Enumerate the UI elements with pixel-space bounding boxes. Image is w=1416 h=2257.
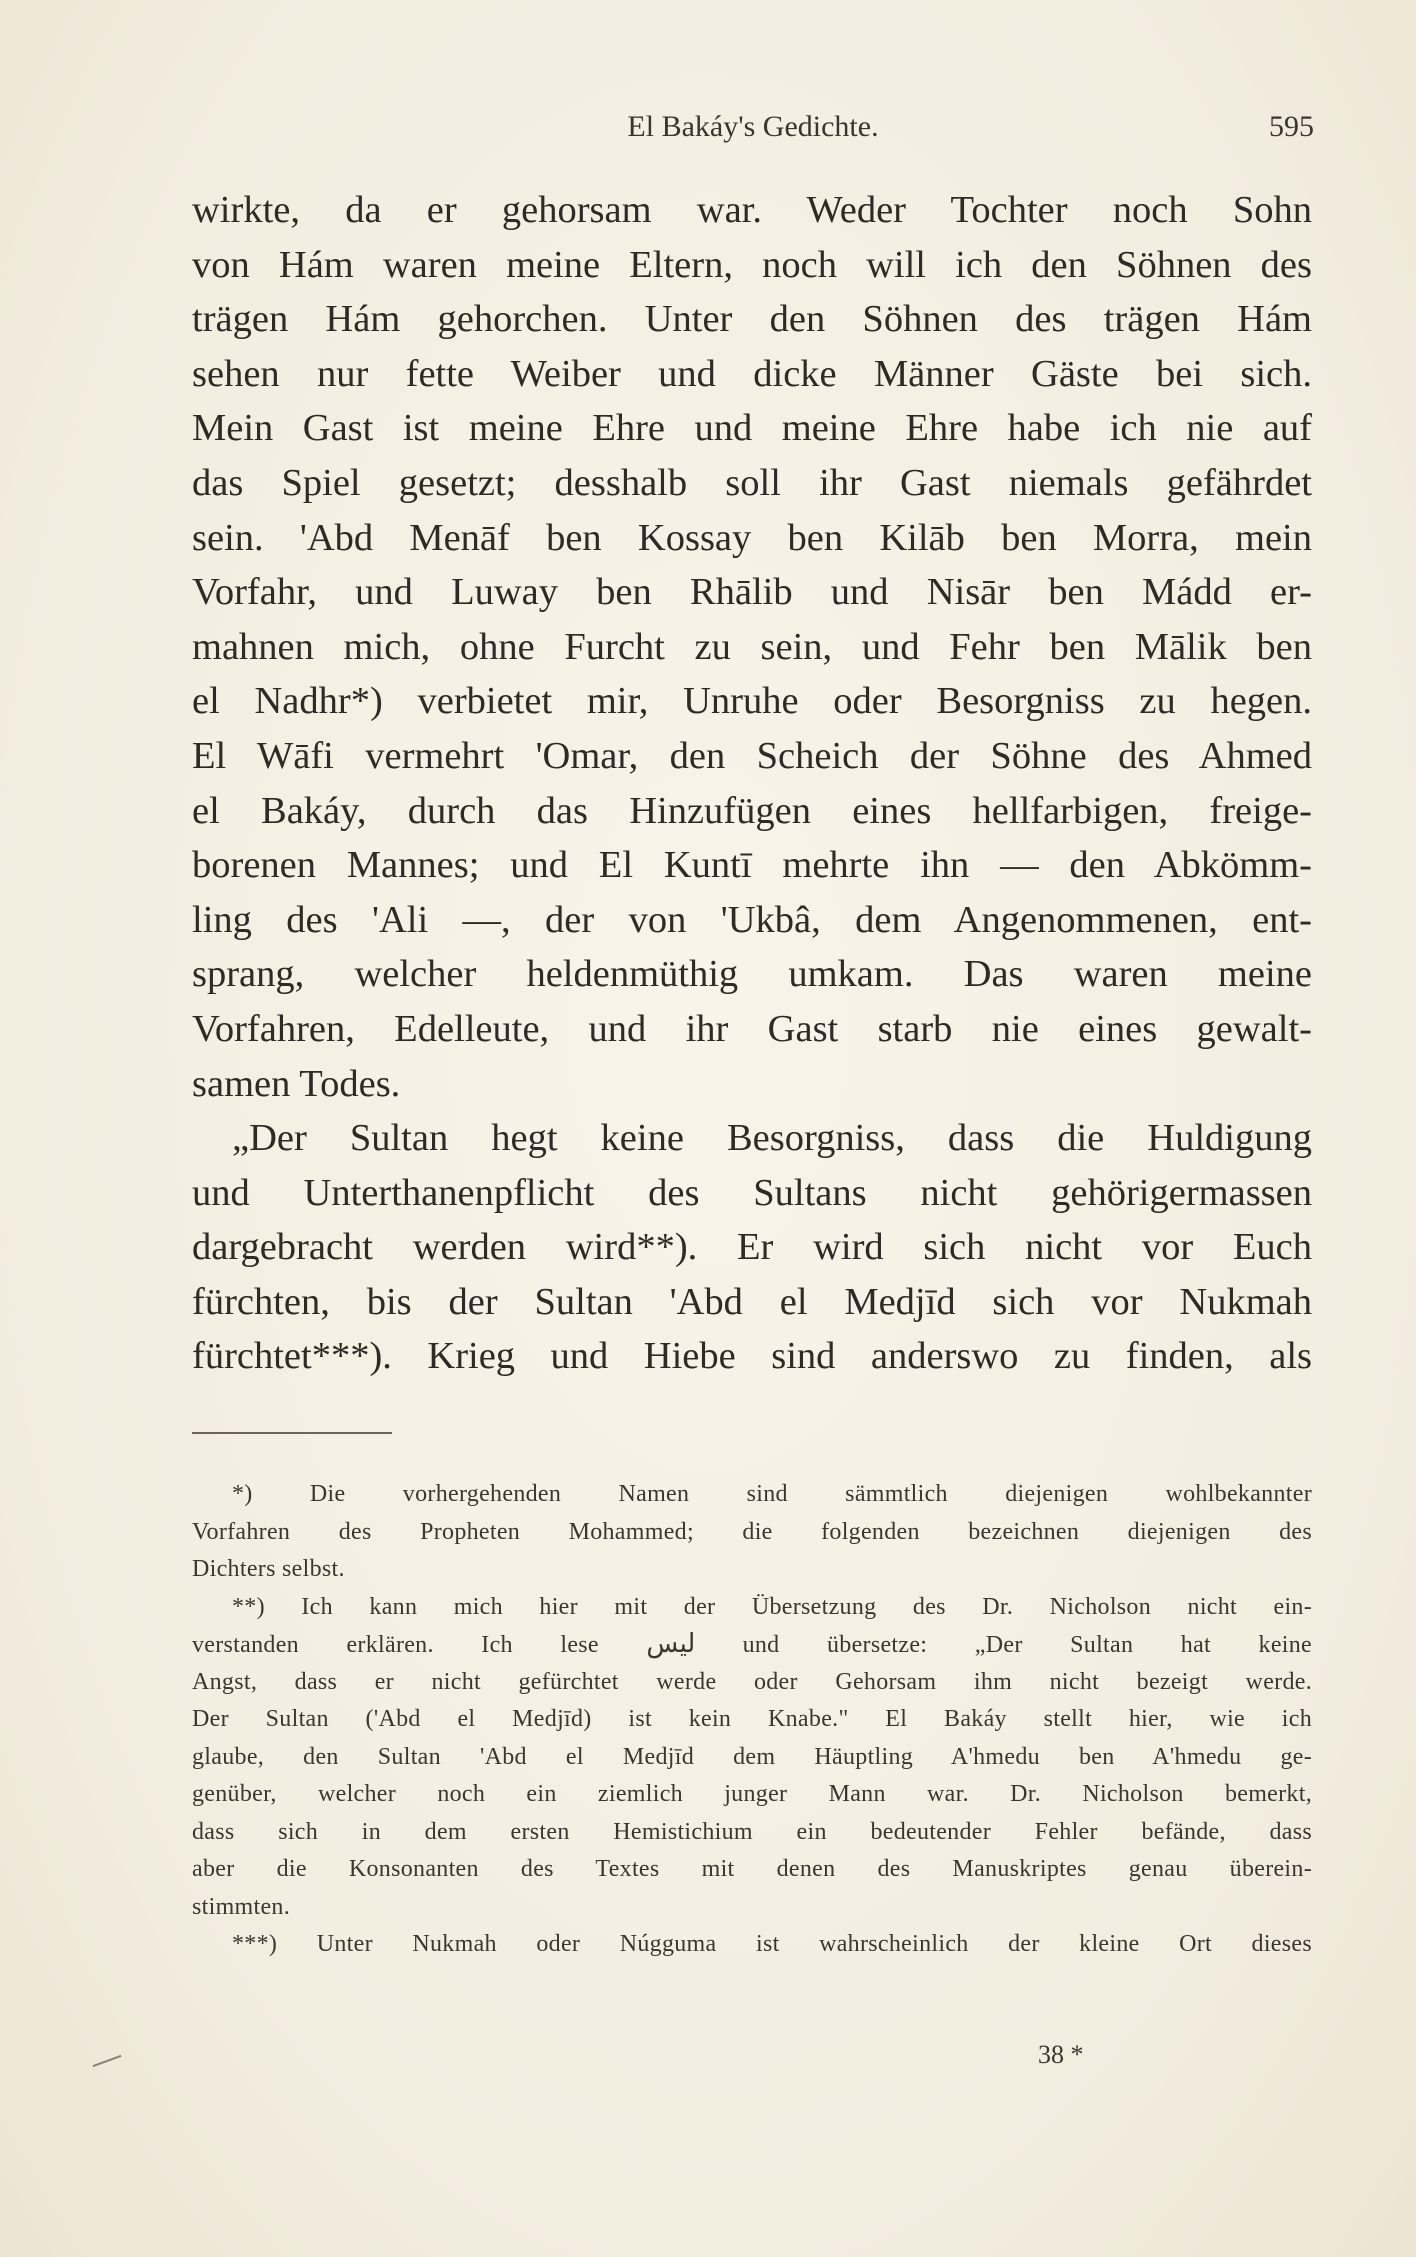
footnote-line: glaube, den Sultan 'Abd el Medjīd dem Häuptling A'hmedu ben A'hmedu ge- <box>192 1743 1312 1770</box>
text-line: trägen Hám gehorchen. Unter den Söhnen des trägen Hám <box>192 298 1312 341</box>
text-line: el Nadhr*) verbietet mir, Unruhe oder Besorgniss zu hegen. <box>192 680 1312 723</box>
signature-mark: 38 * <box>1038 2040 1084 2069</box>
text-line: borenen Mannes; und El Kuntī mehrte ihn — den Abkömm- <box>192 844 1312 887</box>
footnote-line: aber die Konsonanten des Textes mit denen des Manuskriptes genau überein- <box>192 1856 1312 1882</box>
text-line: sprang, welcher heldenmüthig umkam. Das waren meine <box>192 953 1312 996</box>
text-line: „Der Sultan hegt keine Besorgniss, dass die Huldigung <box>232 1117 1312 1160</box>
text-line: Vorfahr, und Luway ben Rhālib und Nisār ben Mádd er- <box>192 571 1312 614</box>
footnotes <box>192 1476 1312 1964</box>
footnote-line: Vorfahren des Propheten Mohammed; die folgenden bezeichnen diejenigen des <box>192 1518 1312 1545</box>
page-number: 595 <box>1269 110 1314 143</box>
main-text <box>192 183 1312 1384</box>
footnote-line: *) Die vorhergehenden Namen sind sämmtlich diejenigen wohlbekannter <box>232 1481 1312 1507</box>
text-line: ling des 'Ali —, der von 'Ukbâ, dem Angenommenen, ent- <box>192 898 1312 941</box>
text-line: und Unterthanenpflicht des Sultans nicht gehörigermassen <box>192 1171 1312 1214</box>
text-line: El Wāfi vermehrt 'Omar, den Scheich der Söhne des Ahmed <box>192 734 1312 777</box>
footnote-line: stimmten. <box>192 1893 291 1920</box>
footnote-text: verstanden erklären. Ich lese <box>192 1632 599 1658</box>
footnote-line: Dichters selbst. <box>192 1556 345 1582</box>
running-header <box>192 110 1314 152</box>
footnote-divider <box>192 1432 392 1434</box>
text-line: von Hám waren meine Eltern, noch will ich den Söhnen des <box>192 243 1312 286</box>
text-line: mahnen mich, ohne Furcht zu sein, und Fehr ben Mālik ben <box>192 625 1312 668</box>
arabic-word: ليس <box>646 1629 696 1659</box>
text-line: das Spiel gesetzt; desshalb soll ihr Gast niemals gefährdet <box>192 461 1312 504</box>
running-title: El Bakáy's Gedichte. <box>627 110 879 143</box>
footnote-line: **) Ich kann mich hier mit der Übersetzung des Dr. Nicholson nicht ein- <box>232 1593 1312 1620</box>
footnote-line: Der Sultan ('Abd el Medjīd) ist kein Knabe." El Bakáy stellt hier, wie ich <box>192 1706 1312 1732</box>
footnote-line-with-arabic <box>192 1626 1312 1664</box>
text-line: fürchtet***). Krieg und Hiebe sind anderswo zu finden, als <box>192 1335 1312 1378</box>
text-line: sehen nur fette Weiber und dicke Männer Gäste bei sich. <box>192 352 1312 395</box>
text-line: sein. 'Abd Menāf ben Kossay ben Kilāb ben Morra, mein <box>192 516 1312 559</box>
footnote-line: dass sich in dem ersten Hemistichium ein bedeutender Fehler befände, dass <box>192 1818 1312 1845</box>
text-line: el Bakáy, durch das Hinzufügen eines hellfarbigen, freige- <box>192 789 1312 832</box>
text-line: samen Todes. <box>192 1062 401 1105</box>
stray-pencil-mark <box>93 2055 122 2067</box>
footnote-line: genüber, welcher noch ein ziemlich junger Mann war. Dr. Nicholson bemerkt, <box>192 1781 1312 1807</box>
text-line: dargebracht werden wird**). Er wird sich nicht vor Euch <box>192 1226 1312 1269</box>
footnote-line: ***) Unter Nukmah oder Núgguma ist wahrscheinlich der kleine Ort dieses <box>232 1931 1312 1957</box>
footnote-line: Angst, dass er nicht gefürchtet werde oder Gehorsam ihm nicht bezeigt werde. <box>192 1668 1312 1695</box>
footnote-text: und übersetze: „Der Sultan hat keine <box>742 1632 1312 1658</box>
text-line: wirkte, da er gehorsam war. Weder Tochter noch Sohn <box>192 189 1312 231</box>
text-line: Mein Gast ist meine Ehre und meine Ehre habe ich nie auf <box>192 407 1312 450</box>
text-line: Vorfahren, Edelleute, und ihr Gast starb nie eines gewalt- <box>192 1007 1312 1050</box>
text-line: fürchten, bis der Sultan 'Abd el Medjīd sich vor Nukmah <box>192 1280 1312 1323</box>
